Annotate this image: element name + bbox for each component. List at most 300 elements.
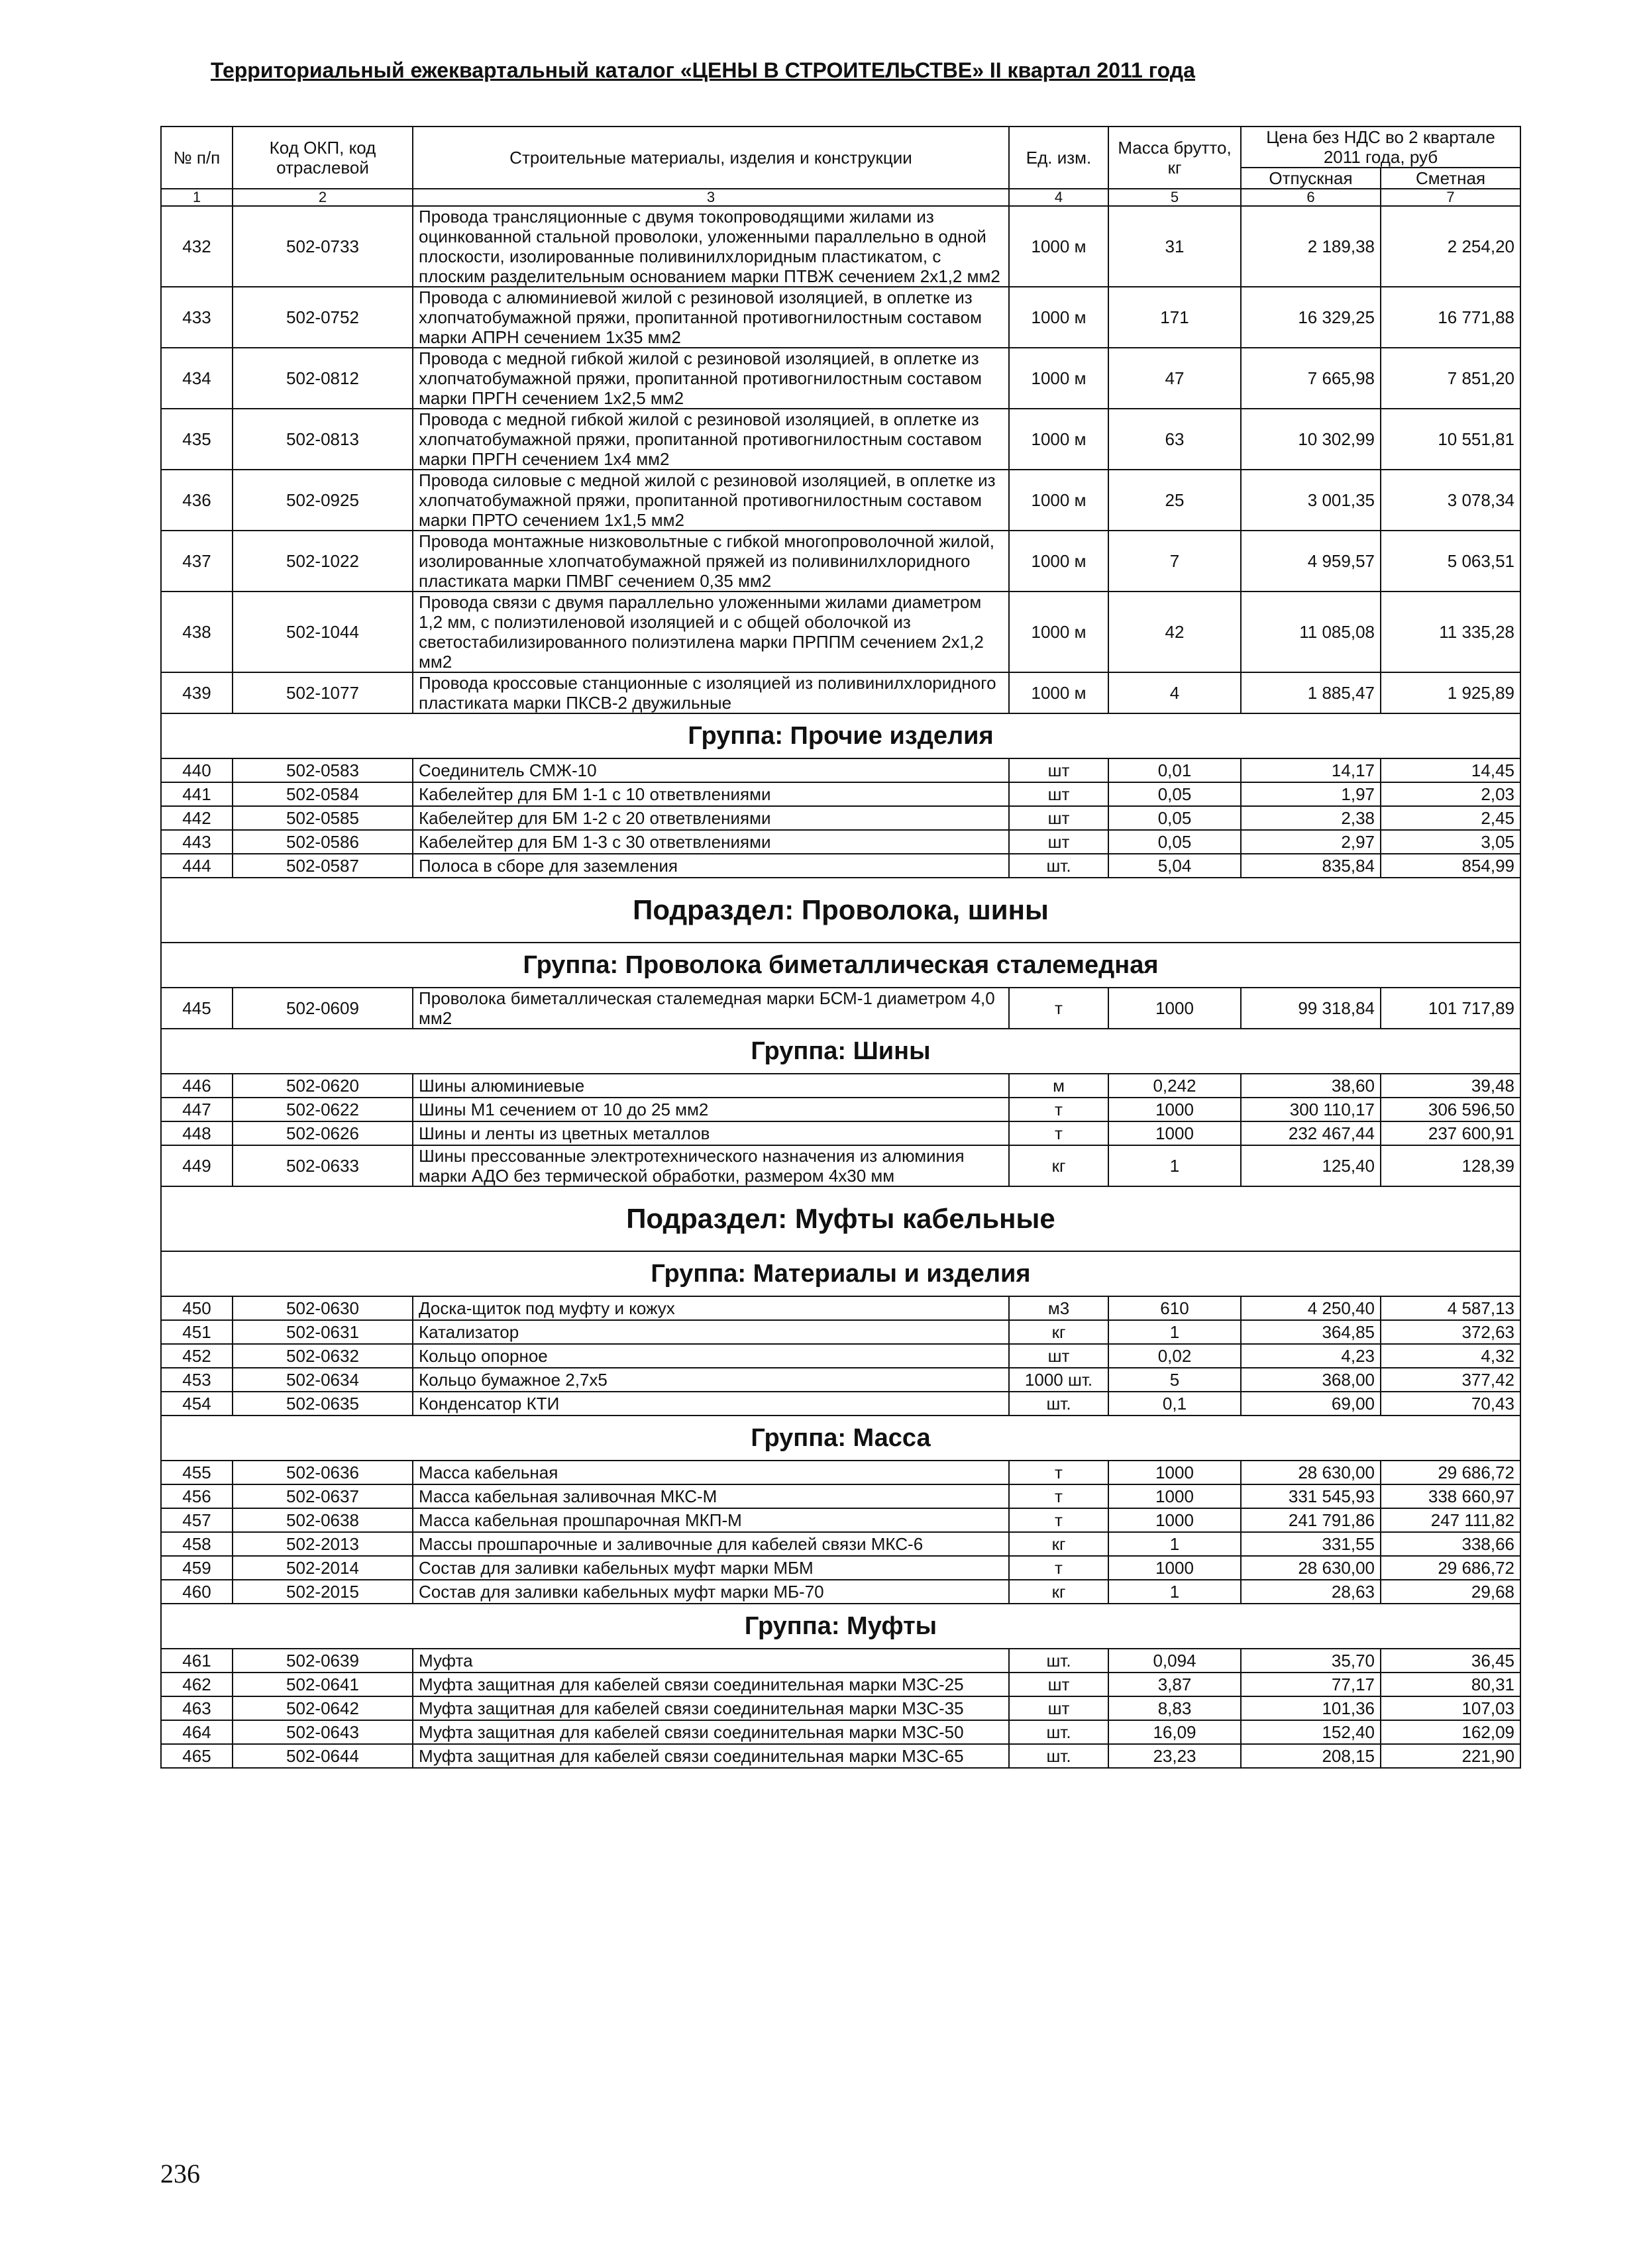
row-code: 502-0637 (233, 1484, 413, 1508)
table-row (161, 1508, 1520, 1532)
row-estimate-price: 306 596,50 (1381, 1098, 1520, 1121)
row-unit: шт (1009, 806, 1108, 830)
row-mass: 1000 (1108, 1484, 1241, 1508)
table-row (161, 592, 1520, 672)
row-code: 502-0638 (233, 1508, 413, 1532)
row-wholesale-price: 14,17 (1241, 758, 1381, 782)
row-name: Провода трансляционные с двумя токопроводящими жилами из оцинкованной стальной проволоки, уложенными параллельно в одной плоскости, изолированные поливинилхлоридным пластикатом, с плоским разделительным основанием марки ПТВЖ сечением 2х1,2 мм2 (413, 206, 1009, 287)
row-number: 456 (161, 1484, 233, 1508)
row-estimate-price: 4 587,13 (1381, 1296, 1520, 1320)
row-name: Муфта защитная для кабелей связи соединительная марки МЗС-35 (413, 1696, 1009, 1720)
row-wholesale-price: 241 791,86 (1241, 1508, 1381, 1532)
row-estimate-price: 10 551,81 (1381, 409, 1520, 470)
row-code: 502-0620 (233, 1074, 413, 1098)
row-number: 444 (161, 854, 233, 878)
column-number: 1 (161, 189, 233, 206)
row-unit: шт. (1009, 1720, 1108, 1744)
table-row (161, 1556, 1520, 1580)
row-mass: 5,04 (1108, 854, 1241, 878)
row-estimate-price: 39,48 (1381, 1074, 1520, 1098)
row-number: 438 (161, 592, 233, 672)
row-code: 502-2014 (233, 1556, 413, 1580)
row-estimate-price: 237 600,91 (1381, 1121, 1520, 1145)
row-name: Состав для заливки кабельных муфт марки МБ-70 (413, 1580, 1009, 1604)
row-unit: 1000 м (1009, 287, 1108, 348)
row-wholesale-price: 10 302,99 (1241, 409, 1381, 470)
row-unit: 1000 м (1009, 470, 1108, 531)
row-name: Кольцо опорное (413, 1344, 1009, 1368)
row-code: 502-0585 (233, 806, 413, 830)
table-row (161, 830, 1520, 854)
row-code: 502-0636 (233, 1461, 413, 1484)
table-row (161, 672, 1520, 713)
row-unit: шт (1009, 830, 1108, 854)
table-row (161, 1461, 1520, 1484)
row-mass: 0,05 (1108, 806, 1241, 830)
row-code: 502-0626 (233, 1121, 413, 1145)
row-number: 465 (161, 1744, 233, 1768)
row-unit: м (1009, 1074, 1108, 1098)
row-name: Проволока биметаллическая сталемедная марки БСМ-1 диаметром 4,0 мм2 (413, 988, 1009, 1029)
table-row (161, 1368, 1520, 1392)
row-mass: 0,01 (1108, 758, 1241, 782)
row-estimate-price: 128,39 (1381, 1145, 1520, 1186)
row-wholesale-price: 11 085,08 (1241, 592, 1381, 672)
row-estimate-price: 36,45 (1381, 1649, 1520, 1673)
table-row (161, 1696, 1520, 1720)
row-code: 502-0583 (233, 758, 413, 782)
group-heading-row (161, 713, 1520, 758)
row-mass: 171 (1108, 287, 1241, 348)
row-wholesale-price: 38,60 (1241, 1074, 1381, 1098)
row-mass: 4 (1108, 672, 1241, 713)
row-code: 502-0584 (233, 782, 413, 806)
row-estimate-price: 2,03 (1381, 782, 1520, 806)
row-wholesale-price: 4,23 (1241, 1344, 1381, 1368)
row-name: Массы прошпарочные и заливочные для кабелей связи МКС-6 (413, 1532, 1009, 1556)
row-estimate-price: 5 063,51 (1381, 531, 1520, 592)
row-wholesale-price: 152,40 (1241, 1720, 1381, 1744)
row-mass: 1000 (1108, 1508, 1241, 1532)
row-mass: 0,242 (1108, 1074, 1241, 1098)
row-number: 445 (161, 988, 233, 1029)
row-code: 502-0812 (233, 348, 413, 409)
row-mass: 5 (1108, 1368, 1241, 1392)
column-number: 2 (233, 189, 413, 206)
row-estimate-price: 7 851,20 (1381, 348, 1520, 409)
row-mass: 1000 (1108, 1121, 1241, 1145)
row-unit: шт. (1009, 1744, 1108, 1768)
row-unit: 1000 м (1009, 531, 1108, 592)
table-row (161, 1074, 1520, 1098)
row-code: 502-0635 (233, 1392, 413, 1416)
subsection-heading: Подраздел: Проволока, шины (161, 878, 1520, 943)
row-code: 502-0586 (233, 830, 413, 854)
row-estimate-price: 70,43 (1381, 1392, 1520, 1416)
row-estimate-price: 29 686,72 (1381, 1556, 1520, 1580)
row-unit: кг (1009, 1320, 1108, 1344)
row-unit: 1000 шт. (1009, 1368, 1108, 1392)
row-mass: 7 (1108, 531, 1241, 592)
group-heading: Группа: Материалы и изделия (161, 1251, 1520, 1296)
row-unit: шт (1009, 758, 1108, 782)
row-name: Муфта защитная для кабелей связи соединительная марки МЗС-65 (413, 1744, 1009, 1768)
row-code: 502-0609 (233, 988, 413, 1029)
row-name: Соединитель СМЖ-10 (413, 758, 1009, 782)
row-code: 502-0622 (233, 1098, 413, 1121)
row-estimate-price: 3 078,34 (1381, 470, 1520, 531)
group-heading: Группа: Масса (161, 1416, 1520, 1461)
row-wholesale-price: 368,00 (1241, 1368, 1381, 1392)
row-wholesale-price: 4 959,57 (1241, 531, 1381, 592)
row-unit: м3 (1009, 1296, 1108, 1320)
row-name: Муфта (413, 1649, 1009, 1673)
header-wholesale: Отпускная (1241, 168, 1381, 189)
row-number: 447 (161, 1098, 233, 1121)
row-number: 443 (161, 830, 233, 854)
row-mass: 1000 (1108, 1461, 1241, 1484)
row-mass: 42 (1108, 592, 1241, 672)
row-code: 502-1077 (233, 672, 413, 713)
row-wholesale-price: 28 630,00 (1241, 1461, 1381, 1484)
table-row (161, 1145, 1520, 1186)
row-unit: шт. (1009, 1649, 1108, 1673)
header-unit: Ед. изм. (1009, 127, 1108, 189)
column-number: 5 (1108, 189, 1241, 206)
row-wholesale-price: 99 318,84 (1241, 988, 1381, 1029)
row-estimate-price: 1 925,89 (1381, 672, 1520, 713)
row-number: 463 (161, 1696, 233, 1720)
row-number: 435 (161, 409, 233, 470)
row-wholesale-price: 101,36 (1241, 1696, 1381, 1720)
group-heading: Группа: Прочие изделия (161, 713, 1520, 758)
header-num: № п/п (161, 127, 233, 189)
row-estimate-price: 162,09 (1381, 1720, 1520, 1744)
row-wholesale-price: 2,97 (1241, 830, 1381, 854)
row-wholesale-price: 364,85 (1241, 1320, 1381, 1344)
catalog-header: Территориальный ежеквартальный каталог «ЦЕНЫ В СТРОИТЕЛЬСТВЕ» II квартал 2011 года (211, 58, 1195, 82)
table-row (161, 1121, 1520, 1145)
row-estimate-price: 854,99 (1381, 854, 1520, 878)
row-number: 448 (161, 1121, 233, 1145)
row-mass: 31 (1108, 206, 1241, 287)
row-number: 432 (161, 206, 233, 287)
table-row (161, 1649, 1520, 1673)
row-wholesale-price: 4 250,40 (1241, 1296, 1381, 1320)
table-row (161, 1580, 1520, 1604)
row-estimate-price: 4,32 (1381, 1344, 1520, 1368)
row-name: Кабелейтер для БМ 1-1 с 10 ответвлениями (413, 782, 1009, 806)
row-wholesale-price: 208,15 (1241, 1744, 1381, 1768)
group-heading-row (161, 1251, 1520, 1296)
row-name: Кабелейтер для БМ 1-2 с 20 ответвлениями (413, 806, 1009, 830)
row-name: Масса кабельная прошпарочная МКП-М (413, 1508, 1009, 1532)
row-mass: 1000 (1108, 1098, 1241, 1121)
row-code: 502-2013 (233, 1532, 413, 1556)
row-mass: 23,23 (1108, 1744, 1241, 1768)
row-code: 502-0634 (233, 1368, 413, 1392)
row-unit: шт (1009, 782, 1108, 806)
row-number: 462 (161, 1673, 233, 1696)
column-number: 3 (413, 189, 1009, 206)
row-unit: 1000 м (1009, 672, 1108, 713)
row-number: 458 (161, 1532, 233, 1556)
table-row (161, 348, 1520, 409)
row-mass: 0,05 (1108, 830, 1241, 854)
row-unit: 1000 м (1009, 409, 1108, 470)
table-row (161, 1532, 1520, 1556)
column-numbers-row (161, 189, 1520, 206)
row-name: Масса кабельная заливочная МКС-М (413, 1484, 1009, 1508)
row-wholesale-price: 331 545,93 (1241, 1484, 1381, 1508)
row-code: 502-1022 (233, 531, 413, 592)
header-code: Код ОКП, код отраслевой (233, 127, 413, 189)
row-estimate-price: 80,31 (1381, 1673, 1520, 1696)
table-row (161, 854, 1520, 878)
row-estimate-price: 372,63 (1381, 1320, 1520, 1344)
row-name: Полоса в сборе для заземления (413, 854, 1009, 878)
row-wholesale-price: 3 001,35 (1241, 470, 1381, 531)
column-number: 7 (1381, 189, 1520, 206)
group-heading: Группа: Проволока биметаллическая сталемедная (161, 943, 1520, 988)
row-mass: 1 (1108, 1145, 1241, 1186)
row-estimate-price: 29,68 (1381, 1580, 1520, 1604)
row-wholesale-price: 331,55 (1241, 1532, 1381, 1556)
row-mass: 610 (1108, 1296, 1241, 1320)
row-estimate-price: 247 111,82 (1381, 1508, 1520, 1532)
table-row (161, 1744, 1520, 1768)
row-number: 449 (161, 1145, 233, 1186)
row-number: 439 (161, 672, 233, 713)
row-mass: 3,87 (1108, 1673, 1241, 1696)
group-heading-row (161, 943, 1520, 988)
row-estimate-price: 29 686,72 (1381, 1461, 1520, 1484)
row-wholesale-price: 125,40 (1241, 1145, 1381, 1186)
row-wholesale-price: 2,38 (1241, 806, 1381, 830)
row-estimate-price: 107,03 (1381, 1696, 1520, 1720)
row-wholesale-price: 28,63 (1241, 1580, 1381, 1604)
row-name: Провода монтажные низковольтные с гибкой многопроволочной жилой, изолированные хлопчатобумажной пряжей из поливинилхлоридного пластиката марки ПМВГ сечением 0,35 мм2 (413, 531, 1009, 592)
row-unit: т (1009, 1461, 1108, 1484)
row-unit: т (1009, 1508, 1108, 1532)
row-code: 502-0587 (233, 854, 413, 878)
table-row (161, 1098, 1520, 1121)
row-estimate-price: 2 254,20 (1381, 206, 1520, 287)
row-estimate-price: 14,45 (1381, 758, 1520, 782)
row-mass: 0,05 (1108, 782, 1241, 806)
row-mass: 47 (1108, 348, 1241, 409)
subsection-heading-row (161, 1186, 1520, 1251)
header-price-group: Цена без НДС во 2 квартале 2011 года, руб (1241, 127, 1520, 168)
row-unit: кг (1009, 1580, 1108, 1604)
header-estimate: Сметная (1381, 168, 1520, 189)
row-wholesale-price: 16 329,25 (1241, 287, 1381, 348)
row-name: Муфта защитная для кабелей связи соединительная марки МЗС-50 (413, 1720, 1009, 1744)
row-number: 464 (161, 1720, 233, 1744)
row-name: Кабелейтер для БМ 1-3 с 30 ответвлениями (413, 830, 1009, 854)
row-mass: 0,094 (1108, 1649, 1241, 1673)
page-number: 236 (160, 2159, 200, 2189)
row-code: 502-0632 (233, 1344, 413, 1368)
row-code: 502-0642 (233, 1696, 413, 1720)
table-row (161, 1720, 1520, 1744)
row-mass: 0,02 (1108, 1344, 1241, 1368)
row-name: Шины и ленты из цветных металлов (413, 1121, 1009, 1145)
row-name: Провода силовые с медной жилой с резиновой изоляцией, в оплетке из хлопчатобумажной пряжи, пропитанной противогнилостным составом марки ПРТО сечением 1х1,5 мм2 (413, 470, 1009, 531)
row-code: 502-0633 (233, 1145, 413, 1186)
row-wholesale-price: 2 189,38 (1241, 206, 1381, 287)
row-unit: шт (1009, 1673, 1108, 1696)
row-code: 502-2015 (233, 1580, 413, 1604)
row-unit: шт. (1009, 1392, 1108, 1416)
group-heading: Группа: Шины (161, 1029, 1520, 1074)
row-name: Провода с алюминиевой жилой с резиновой изоляцией, в оплетке из хлопчатобумажной пряжи, пропитанной противогнилостным составом марки АПРН сечением 1х35 мм2 (413, 287, 1009, 348)
row-number: 434 (161, 348, 233, 409)
row-number: 454 (161, 1392, 233, 1416)
row-unit: т (1009, 1121, 1108, 1145)
row-number: 451 (161, 1320, 233, 1344)
row-number: 459 (161, 1556, 233, 1580)
table-row (161, 409, 1520, 470)
table-row (161, 1296, 1520, 1320)
row-unit: кг (1009, 1532, 1108, 1556)
row-unit: 1000 м (1009, 206, 1108, 287)
row-unit: т (1009, 988, 1108, 1029)
row-name: Шины алюминиевые (413, 1074, 1009, 1098)
row-wholesale-price: 1 885,47 (1241, 672, 1381, 713)
row-number: 450 (161, 1296, 233, 1320)
row-wholesale-price: 300 110,17 (1241, 1098, 1381, 1121)
row-mass: 16,09 (1108, 1720, 1241, 1744)
table-row (161, 531, 1520, 592)
row-code: 502-0813 (233, 409, 413, 470)
row-mass: 8,83 (1108, 1696, 1241, 1720)
row-number: 433 (161, 287, 233, 348)
row-wholesale-price: 35,70 (1241, 1649, 1381, 1673)
table-row (161, 1320, 1520, 1344)
row-wholesale-price: 77,17 (1241, 1673, 1381, 1696)
table-row (161, 1673, 1520, 1696)
row-estimate-price: 11 335,28 (1381, 592, 1520, 672)
row-name: Провода с медной гибкой жилой с резиновой изоляцией, в оплетке из хлопчатобумажной пряжи, пропитанной противогнилостным составом марки ПРГН сечением 1х2,5 мм2 (413, 348, 1009, 409)
group-heading: Группа: Муфты (161, 1604, 1520, 1649)
header-name: Строительные материалы, изделия и конструкции (413, 127, 1009, 189)
row-mass: 1 (1108, 1532, 1241, 1556)
row-code: 502-0631 (233, 1320, 413, 1344)
row-code: 502-0644 (233, 1744, 413, 1768)
row-unit: т (1009, 1556, 1108, 1580)
row-mass: 1 (1108, 1580, 1241, 1604)
row-name: Состав для заливки кабельных муфт марки МБМ (413, 1556, 1009, 1580)
row-wholesale-price: 835,84 (1241, 854, 1381, 878)
table-row (161, 806, 1520, 830)
row-code: 502-0925 (233, 470, 413, 531)
table-row (161, 1344, 1520, 1368)
table-row (161, 470, 1520, 531)
row-estimate-price: 16 771,88 (1381, 287, 1520, 348)
row-number: 457 (161, 1508, 233, 1532)
table-row (161, 1392, 1520, 1416)
table-body (161, 206, 1520, 1768)
row-estimate-price: 377,42 (1381, 1368, 1520, 1392)
row-number: 452 (161, 1344, 233, 1368)
row-unit: шт (1009, 1344, 1108, 1368)
row-mass: 1 (1108, 1320, 1241, 1344)
table-row (161, 782, 1520, 806)
group-heading-row (161, 1029, 1520, 1074)
row-mass: 0,1 (1108, 1392, 1241, 1416)
row-name: Конденсатор КТИ (413, 1392, 1009, 1416)
row-wholesale-price: 69,00 (1241, 1392, 1381, 1416)
table-row (161, 988, 1520, 1029)
row-number: 455 (161, 1461, 233, 1484)
row-code: 502-0630 (233, 1296, 413, 1320)
row-number: 436 (161, 470, 233, 531)
row-unit: 1000 м (1009, 348, 1108, 409)
subsection-heading: Подраздел: Муфты кабельные (161, 1186, 1520, 1251)
row-wholesale-price: 7 665,98 (1241, 348, 1381, 409)
column-number: 4 (1009, 189, 1108, 206)
row-number: 461 (161, 1649, 233, 1673)
row-name: Провода кроссовые станционные с изоляцией из поливинилхлоридного пластиката марки ПКСВ-2 двужильные (413, 672, 1009, 713)
row-estimate-price: 2,45 (1381, 806, 1520, 830)
row-code: 502-0639 (233, 1649, 413, 1673)
table-row (161, 758, 1520, 782)
row-unit: т (1009, 1098, 1108, 1121)
table-row (161, 1484, 1520, 1508)
row-code: 502-0733 (233, 206, 413, 287)
row-wholesale-price: 232 467,44 (1241, 1121, 1381, 1145)
row-mass: 1000 (1108, 1556, 1241, 1580)
row-number: 442 (161, 806, 233, 830)
row-wholesale-price: 1,97 (1241, 782, 1381, 806)
row-mass: 63 (1108, 409, 1241, 470)
row-name: Масса кабельная (413, 1461, 1009, 1484)
table-row (161, 287, 1520, 348)
row-number: 446 (161, 1074, 233, 1098)
row-unit: кг (1009, 1145, 1108, 1186)
row-unit: шт (1009, 1696, 1108, 1720)
row-name: Шины М1 сечением от 10 до 25 мм2 (413, 1098, 1009, 1121)
row-estimate-price: 338,66 (1381, 1532, 1520, 1556)
row-unit: шт. (1009, 854, 1108, 878)
row-code: 502-0641 (233, 1673, 413, 1696)
group-heading-row (161, 1416, 1520, 1461)
subsection-heading-row (161, 878, 1520, 943)
row-name: Катализатор (413, 1320, 1009, 1344)
row-wholesale-price: 28 630,00 (1241, 1556, 1381, 1580)
row-code: 502-0643 (233, 1720, 413, 1744)
row-number: 460 (161, 1580, 233, 1604)
group-heading-row (161, 1604, 1520, 1649)
row-mass: 25 (1108, 470, 1241, 531)
row-code: 502-0752 (233, 287, 413, 348)
row-estimate-price: 221,90 (1381, 1744, 1520, 1768)
row-name: Провода связи с двумя параллельно уложенными жилами диаметром 1,2 мм, с полиэтиленовой изоляцией и с общей оболочкой из светостабилизированного полиэтилена марки ПРППМ сечением 2х1,2 мм2 (413, 592, 1009, 672)
row-name: Доска-щиток под муфту и кожух (413, 1296, 1009, 1320)
table-row (161, 206, 1520, 287)
row-estimate-price: 338 660,97 (1381, 1484, 1520, 1508)
row-mass: 1000 (1108, 988, 1241, 1029)
row-estimate-price: 3,05 (1381, 830, 1520, 854)
row-number: 441 (161, 782, 233, 806)
row-name: Муфта защитная для кабелей связи соединительная марки МЗС-25 (413, 1673, 1009, 1696)
header-mass: Масса брутто, кг (1108, 127, 1241, 189)
row-name: Шины прессованные электротехнического назначения из алюминия марки АДО без термической обработки, размером 4х30 мм (413, 1145, 1009, 1186)
table-header-row (161, 127, 1520, 168)
row-name: Кольцо бумажное 2,7х5 (413, 1368, 1009, 1392)
row-estimate-price: 101 717,89 (1381, 988, 1520, 1029)
